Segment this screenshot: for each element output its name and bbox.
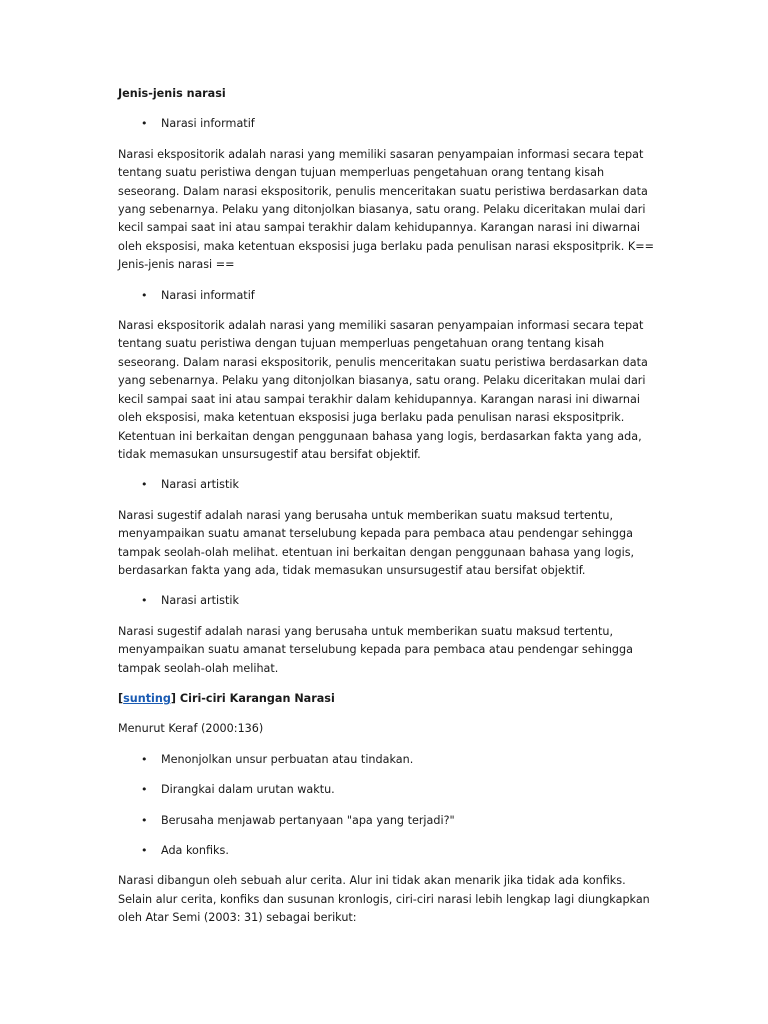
section-4-bullet-list [118, 592, 658, 610]
ciri-bullet-list [118, 751, 658, 861]
ciri-heading-title: Ciri-ciri Karangan Narasi [176, 691, 335, 705]
section-1-paragraph: Narasi ekspositorik adalah narasi yang memiliki sasaran penyampaian informasi secara tepat tentang suatu peristiwa dengan tujuan memperluas pengetahuan orang tentang kisah seseorang. Dalam narasi ekspositorik, penulis menceritakan suatu peristiwa berdasarkan data yang sebenarnya. Pelaku yang ditonjolkan biasanya, satu orang. Pelaku diceritakan mulai dari kecil sampai saat ini atau sampai terakhir dalam kehidupannya. Karangan narasi ini diwarnai oleh eksposisi, maka ketentuan eksposisi juga berlaku pada penulisan narasi ekspositprik. K== Jenis-jenis narasi == [118, 147, 654, 272]
section-2-paragraph: Narasi ekspositorik adalah narasi yang memiliki sasaran penyampaian informasi secara tepat tentang suatu peristiwa dengan tujuan memperluas pengetahuan orang tentang kisah seseorang. Dalam narasi ekspositorik, penulis menceritakan suatu peristiwa berdasarkan data yang sebenarnya. Pelaku yang ditonjolkan biasanya, satu orang. Pelaku diceritakan mulai dari kecil sampai saat ini atau sampai terakhir dalam kehidupannya. Karangan narasi ini diwarnai oleh eksposisi, maka ketentuan eksposisi juga berlaku pada penulisan narasi ekspositprik. Ketentuan ini berkaitan dengan penggunaan bahasa yang logis, berdasarkan fakta yang ada, tidak memasukan unsursugestif atau bersifat objektif. [118, 319, 648, 461]
list-item [118, 842, 658, 860]
open-bracket: [ [118, 691, 124, 705]
list-item [118, 812, 658, 830]
list-item [118, 476, 658, 494]
section-1-bullet-list [118, 115, 658, 133]
bullet-text: Narasi artistik [161, 594, 239, 608]
bullet-text: Berusaha menjawab pertanyaan "apa yang terjadi?" [161, 813, 455, 827]
bullet-icon: • [141, 813, 148, 827]
list-item [118, 287, 658, 305]
bullet-text: Menonjolkan unsur perbuatan atau tindakan. [161, 752, 414, 766]
section-2-bullet-list [118, 287, 658, 305]
bullet-text: Narasi informatif [161, 117, 255, 131]
bullet-text: Dirangkai dalam urutan waktu. [161, 783, 335, 797]
bullet-icon: • [141, 783, 148, 797]
close-bracket: ] [170, 691, 176, 705]
section-4-paragraph: Narasi sugestif adalah narasi yang berusaha untuk memberikan suatu maksud tertentu, menyampaikan suatu amanat terselubung kepada para pembaca atau pendengar sehingga tampak seolah-olah melihat. [118, 624, 633, 675]
ciri-heading [118, 690, 658, 708]
closing-paragraph: Narasi dibangun oleh sebuah alur cerita. Alur ini tidak akan menarik jika tidak ada konfiks. Selain alur cerita, konfiks dan susunan kronlogis, ciri-ciri narasi lebih lengkap lagi diungkapkan oleh Atar Semi (2003: 31) sebagai berikut: [118, 874, 650, 925]
bullet-text: Narasi artistik [161, 478, 239, 492]
document-title: Jenis-jenis narasi [118, 87, 226, 100]
list-item [118, 592, 658, 610]
bullet-icon: • [141, 844, 148, 857]
list-item [118, 781, 658, 799]
list-item [118, 115, 658, 133]
section-3-paragraph: Narasi sugestif adalah narasi yang berusaha untuk memberikan suatu maksud tertentu, menyampaikan suatu amanat terselubung kepada para pembaca atau pendengar sehingga tampak seolah-olah melihat. etentuan ini berkaitan dengan penggunaan bahasa yang logis, berdasarkan fakta yang ada, tidak memasukan unsursugestif atau bersifat objektif. [118, 508, 635, 577]
bullet-icon: • [141, 752, 148, 766]
bullet-icon: • [141, 117, 148, 131]
bullet-icon: • [141, 594, 148, 608]
list-item [118, 751, 658, 769]
sunting-edit-link[interactable]: sunting [123, 691, 171, 705]
source-line: Menurut Keraf (2000:136) [118, 722, 264, 736]
section-3-bullet-list [118, 476, 658, 494]
bullet-text: Ada konfiks. [161, 844, 229, 857]
document-page [118, 85, 658, 940]
bullet-icon: • [141, 288, 148, 302]
bullet-icon: • [141, 478, 148, 492]
bullet-text: Narasi informatif [161, 288, 255, 302]
